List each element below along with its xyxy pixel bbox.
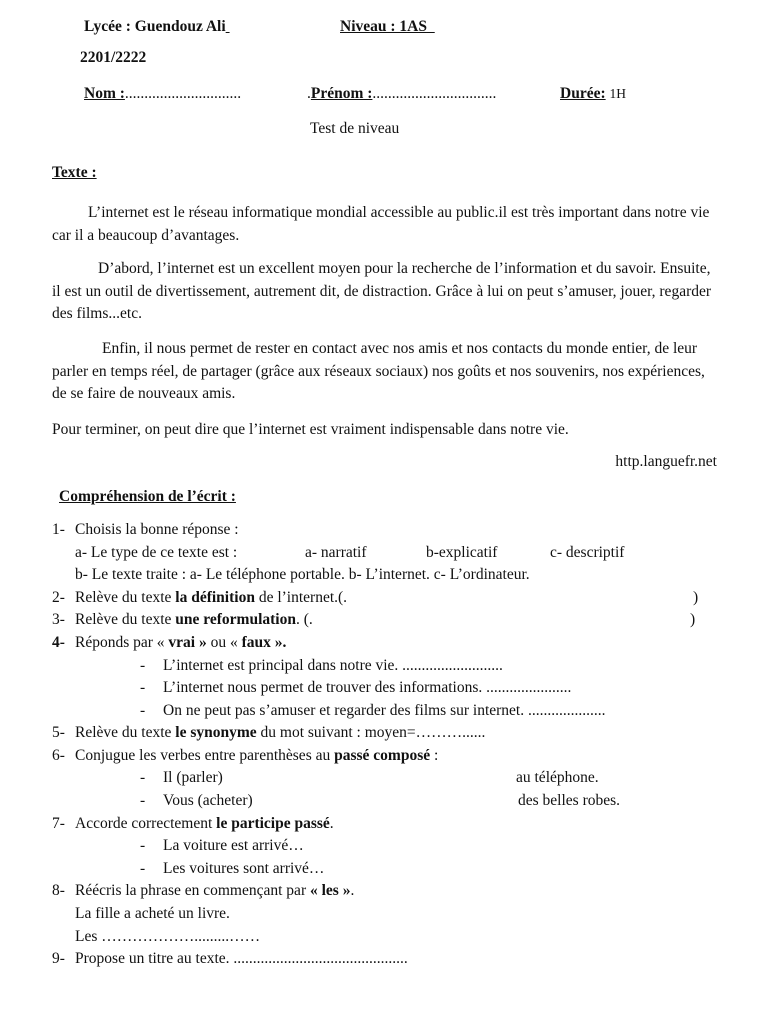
q7-item-1: - La voiture est arrivé… — [140, 837, 304, 854]
q4-item-3: - On ne peut pas s’amuser et regarder des films sur internet. .................... — [140, 702, 606, 719]
question-5: 5- Relève du texte le synonyme du mot suivant : moyen=………...... — [52, 724, 486, 741]
q4-item-2: - L’internet nous permet de trouver des informations. ...................... — [140, 679, 572, 696]
question-2: 2- Relève du texte la définition de l’internet.(. — [52, 589, 348, 606]
question-9: 9- Propose un titre au texte. ............................................. — [52, 950, 408, 967]
level-label: Niveau : 1AS — [340, 18, 427, 35]
name-label: Nom : — [84, 85, 125, 102]
duration-label: Durée: — [560, 85, 606, 102]
duration-value: 1H — [609, 86, 626, 101]
q4-item-1: - L’internet est principal dans notre vie. .......................... — [140, 657, 503, 674]
name-dots: .............................. — [124, 85, 242, 102]
source-link: http.languefr.net — [615, 453, 717, 470]
firstname-field[interactable]: .Prénom :................................ — [307, 85, 497, 102]
q6-item-1: - Il (parler) — [140, 769, 223, 786]
paragraph-3: Enfin, il nous permet de rester en contact avec nos amis et nos contacts du monde entier, de leur parler en temps réel, de partager (grâce aux réseaux sociaux) nos goûts et nos souvenirs, nos expériences, de se faire de nouveaux amis. — [52, 340, 705, 402]
question-1: 1- Choisis la bonne réponse : — [52, 521, 239, 538]
question-4: 4- Réponds par « vrai » ou « faux ». — [52, 634, 287, 651]
q7-item-2: - Les voitures sont arrivé… — [140, 860, 325, 877]
q6-item-2: - Vous (acheter) — [140, 792, 253, 809]
q8-answer-line[interactable]: Les ……………….........…… — [75, 928, 261, 945]
question-1a: a- Le type de ce texte est : — [75, 544, 238, 561]
firstname-dots: ................................ — [372, 85, 497, 102]
paragraph-1: L’internet est le réseau informatique mondial accessible au public.il est très important dans notre vie car il a beaucoup d’avantages. — [52, 204, 710, 244]
question-1b: b- Le texte traite : a- Le téléphone portable. b- L’internet. c- L’ordinateur. — [75, 566, 530, 583]
q8-sentence: La fille a acheté un livre. — [75, 905, 230, 922]
paragraph-2: D’abord, l’internet est un excellent moyen pour la recherche de l’information et du savoir. Ensuite, il est un outil de divertissement, autrement dit, de distraction. Grâce à lui on peut s’amuser, jouer, regarder des films...etc. — [52, 260, 712, 322]
question-3: 3- Relève du texte une reformulation. (. — [52, 611, 313, 628]
school-year: 2201/2222 — [80, 49, 147, 66]
question-7: 7- Accorde correctement le participe passé. — [52, 815, 334, 832]
question-8: 8- Réécris la phrase en commençant par « les ». — [52, 882, 355, 899]
text-heading: Texte : — [52, 164, 97, 181]
q2-close-paren: ) — [693, 589, 699, 606]
school-name: Lycée : Guendouz Ali — [84, 18, 226, 35]
q6-item-1-end: au téléphone. — [516, 769, 599, 786]
q1a-option-1[interactable]: a- narratif — [305, 544, 367, 561]
q1a-option-2[interactable]: b-explicatif — [426, 544, 498, 561]
q1a-option-3[interactable]: c- descriptif — [550, 544, 625, 561]
paragraph-4: Pour terminer, on peut dire que l’internet est vraiment indispensable dans notre vie. — [52, 421, 569, 438]
q6-item-2-end: des belles robes. — [518, 792, 621, 809]
name-field[interactable] — [84, 84, 241, 104]
comprehension-heading: Compréhension de l’écrit : — [59, 488, 236, 505]
q3-close-paren: ) — [690, 611, 696, 628]
firstname-label: Prénom : — [310, 85, 373, 102]
test-title: Test de niveau — [310, 120, 400, 137]
question-6: 6- Conjugue les verbes entre parenthèses au passé composé : — [52, 747, 439, 764]
duration-field — [560, 84, 626, 104]
